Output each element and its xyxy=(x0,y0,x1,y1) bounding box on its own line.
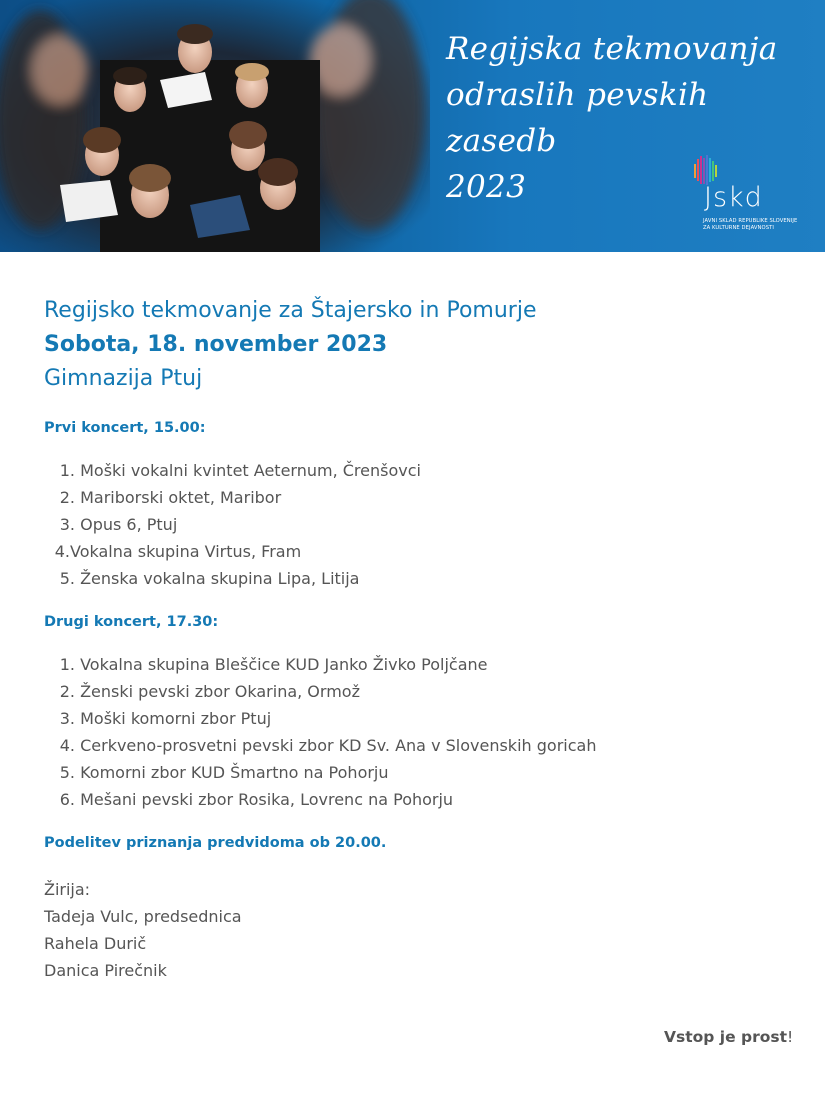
awards-note: Podelitev priznanja predvidoma ob 20.00. xyxy=(44,835,387,851)
list-number: 1. xyxy=(59,655,75,674)
list-text: Moški vokalni kvintet Aeternum, Črenšovci xyxy=(80,461,421,480)
list-item xyxy=(44,651,784,678)
list-number: 2. xyxy=(59,682,75,701)
list-text: Moški komorni zbor Ptuj xyxy=(80,709,272,728)
list-item xyxy=(44,565,784,592)
choir-illustration xyxy=(0,0,430,252)
banner-title-line-3: 2023 xyxy=(446,169,527,205)
logo-subtitle xyxy=(703,218,813,232)
event-venue: Gimnazija Ptuj xyxy=(44,366,203,391)
list-item xyxy=(44,732,784,759)
concert2-list xyxy=(44,651,784,813)
list-text: Opus 6, Ptuj xyxy=(80,515,178,534)
list-item xyxy=(44,678,784,705)
list-number: 3. xyxy=(59,709,75,728)
list-text: Vokalna skupina Bleščice KUD Janko Živko Poljčane xyxy=(80,655,488,674)
jury-member: Tadeja Vulc, predsednica xyxy=(44,907,242,926)
list-text: Ženski pevski zbor Okarina, Ormož xyxy=(80,682,360,701)
list-item xyxy=(44,705,784,732)
main-content xyxy=(44,294,784,984)
logo-subtitle-line-1: JAVNI SKLAD REPUBLIKE SLOVENIJE xyxy=(703,218,798,224)
event-region: Regijsko tekmovanje za Štajersko in Pomurje xyxy=(44,298,537,323)
banner-title-line-2: odraslih pevskih zasedb xyxy=(446,77,709,159)
list-number: 4. xyxy=(59,736,75,755)
list-text: Cerkveno-prosvetni pevski zbor KD Sv. Ana v Slovenskih goricah xyxy=(80,736,597,755)
list-item xyxy=(44,511,784,538)
list-number: 5. xyxy=(59,569,75,588)
concert1-list xyxy=(44,457,784,592)
list-text: Mariborski oktet, Maribor xyxy=(80,488,282,507)
list-text: Vokalna skupina Virtus, Fram xyxy=(70,542,302,561)
concert1-title: Prvi koncert, 15.00: xyxy=(44,420,206,436)
list-item xyxy=(44,759,784,786)
entry-note xyxy=(664,1028,793,1046)
choir-photo xyxy=(0,0,430,252)
list-number: 3. xyxy=(59,515,75,534)
banner-title-line-1: Regijska tekmovanja xyxy=(446,31,778,67)
entry-note-suffix: ! xyxy=(787,1028,794,1046)
list-item xyxy=(44,786,784,813)
jury xyxy=(44,876,784,984)
list-text: Mešani pevski zbor Rosika, Lovrenc na Pohorju xyxy=(80,790,454,809)
event-date: Sobota, 18. november 2023 xyxy=(44,332,388,357)
list-number: 1. xyxy=(59,461,75,480)
list-number: 5. xyxy=(59,763,75,782)
list-item xyxy=(44,457,784,484)
jury-label: Žirija: xyxy=(44,880,91,899)
jury-member: Rahela Durič xyxy=(44,934,147,953)
logo-text: Jskd xyxy=(704,182,763,213)
jskd-logo xyxy=(692,154,812,238)
entry-note-bold: Vstop je prost xyxy=(664,1028,788,1046)
list-number: 2. xyxy=(59,488,75,507)
list-item xyxy=(44,538,784,565)
list-number: 4. xyxy=(54,542,70,561)
list-text: Ženska vokalna skupina Lipa, Litija xyxy=(80,569,360,588)
jury-member: Danica Pirečnik xyxy=(44,961,167,980)
list-text: Komorni zbor KUD Šmartno na Pohorju xyxy=(80,763,389,782)
logo-subtitle-line-2: ZA KULTURNE DEJAVNOSTI xyxy=(703,225,774,231)
header-banner xyxy=(0,0,825,252)
concert2-title: Drugi koncert, 17.30: xyxy=(44,614,219,630)
list-number: 6. xyxy=(59,790,75,809)
list-item xyxy=(44,484,784,511)
